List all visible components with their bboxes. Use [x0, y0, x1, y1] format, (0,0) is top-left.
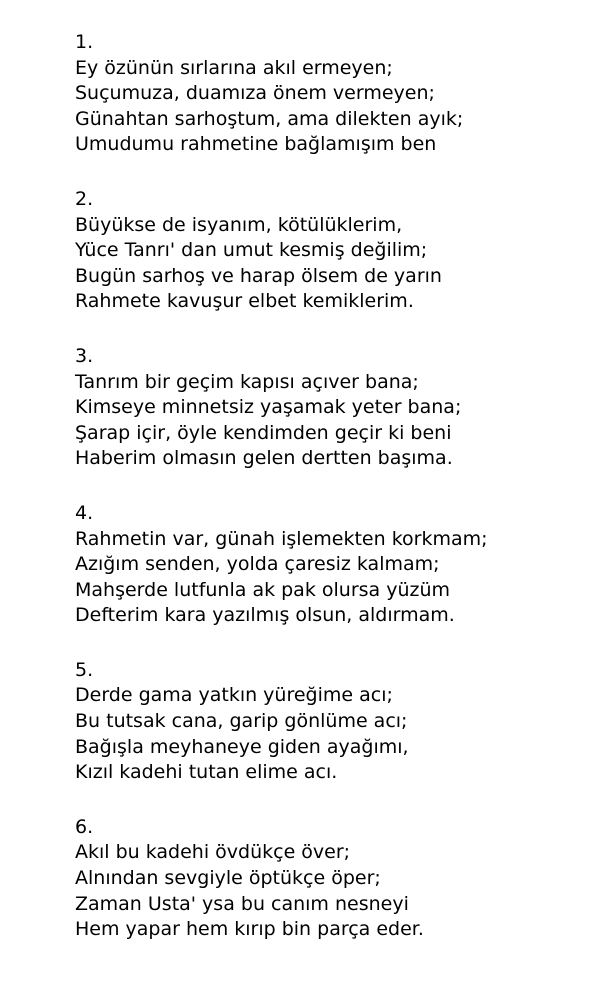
verse-line: Kızıl kadehi tutan elime acı. [75, 761, 338, 784]
verse-line: Şarap içir, öyle kendimden geçir ki beni [75, 421, 452, 444]
verse-line: Rahmetin var, günah işlemekten korkmam; [75, 527, 488, 550]
stanza-2 [75, 187, 595, 315]
verse-line: Yüce Tanrı' dan umut kesmiş değilim; [75, 239, 428, 262]
verse-line: Kimseye minnetsiz yaşamak yeter bana; [75, 396, 462, 419]
stanza-number: 5. [75, 658, 94, 681]
verse-line: Tanrım bir geçim kapısı açıver bana; [75, 370, 419, 393]
verse-line: Umudumu rahmetine bağlamışım ben [75, 133, 437, 156]
verse-line: Zaman Usta' ysa bu canım nesneyi [75, 892, 409, 915]
stanza-number: 6. [75, 815, 94, 838]
verse-line: Defterim kara yazılmış olsun, aldırmam. [75, 604, 455, 627]
stanza-number: 4. [75, 501, 94, 524]
verse-line: Akıl bu kadehi övdükçe över; [75, 841, 351, 864]
verse-line: Hem yapar hem kırıp bin parça eder. [75, 918, 424, 941]
verse-line: Bu tutsak cana, garip gönlüme acı; [75, 710, 408, 733]
verse-line: Azığım senden, yolda çaresiz kalmam; [75, 553, 440, 576]
stanza-5 [75, 658, 595, 786]
poem-document [75, 30, 595, 972]
verse-line: Rahmete kavuşur elbet kemiklerim. [75, 290, 414, 313]
verse-line: Büyükse de isyanım, kötülüklerim, [75, 213, 403, 236]
stanza-4 [75, 501, 595, 629]
verse-line: Haberim olmasın gelen dertten başıma. [75, 447, 453, 470]
stanza-1 [75, 30, 595, 158]
stanza-number: 2. [75, 187, 94, 210]
verse-line: Derde gama yatkın yüreğime acı; [75, 684, 393, 707]
verse-line: Suçumuza, duamıza önem vermeyen; [75, 82, 435, 105]
verse-line: Bağışla meyhaneye giden ayağımı, [75, 735, 409, 758]
stanza-3 [75, 344, 595, 472]
verse-line: Günahtan sarhoştum, ama dilekten ayık; [75, 107, 464, 130]
verse-line: Alnından sevgiyle öptükçe öper; [75, 867, 381, 890]
stanza-number: 1. [75, 31, 94, 53]
stanza-6 [75, 815, 595, 943]
verse-line: Ey özünün sırlarına akıl ermeyen; [75, 56, 393, 79]
verse-line: Mahşerde lutfunla ak pak olursa yüzüm [75, 578, 451, 601]
stanza-number: 3. [75, 344, 94, 367]
verse-line: Bugün sarhoş ve harap ölsem de yarın [75, 264, 442, 287]
